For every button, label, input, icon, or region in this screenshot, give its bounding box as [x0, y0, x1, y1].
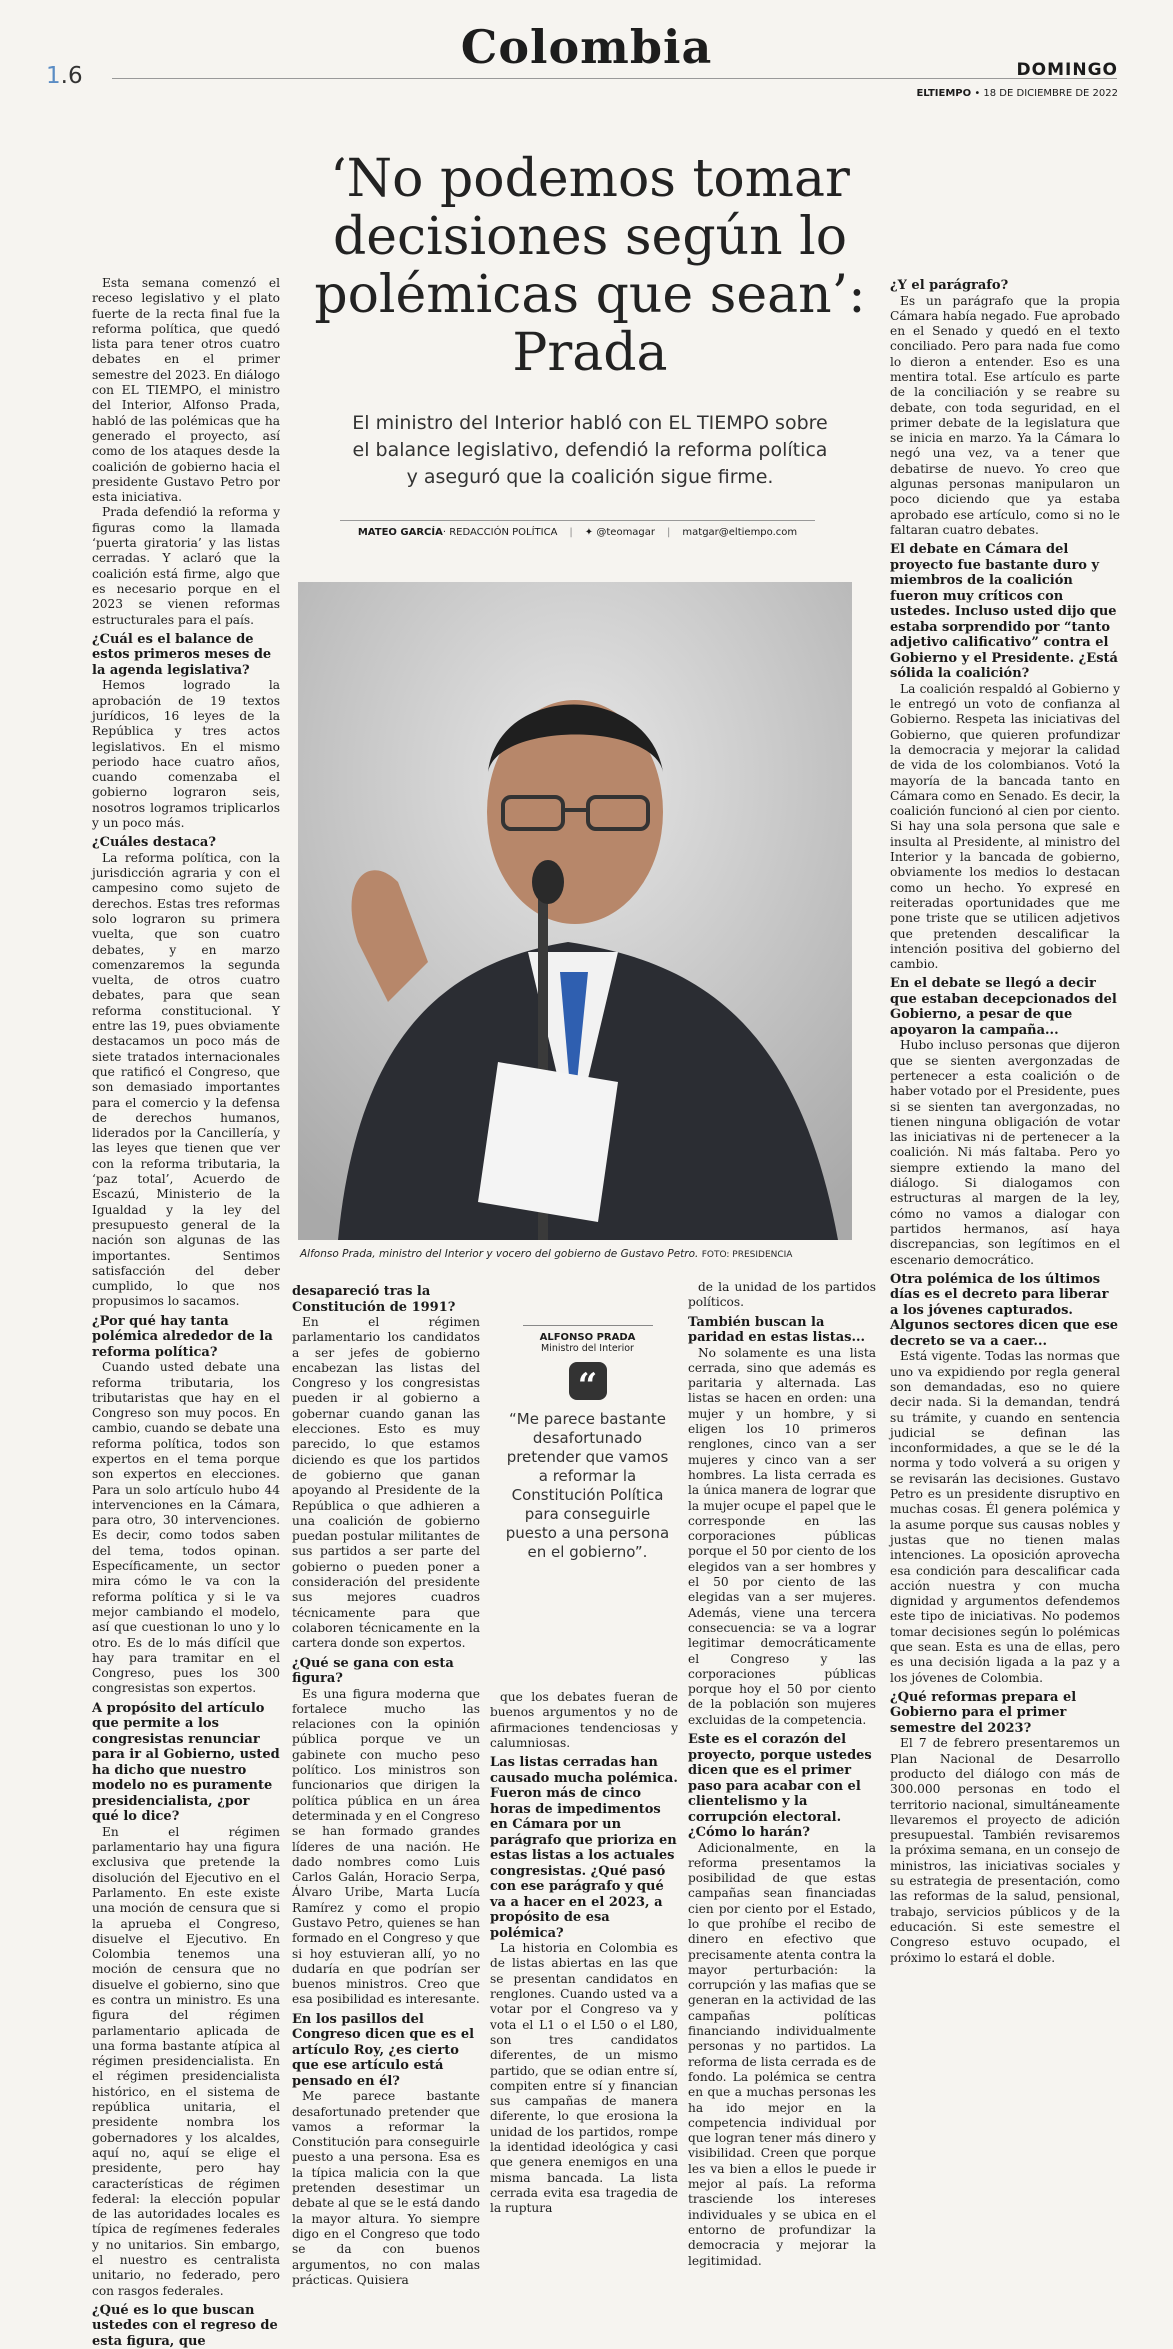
text-column-2: [292, 1280, 480, 2288]
text-column-3: [490, 1690, 678, 2217]
byline-desk: · REDACCIÓN POLÍTICA: [442, 527, 558, 538]
interview-question: También buscan la paridad en estas listas...: [688, 1314, 866, 1346]
pull-quote-role: Ministro del Interior: [541, 1343, 634, 1354]
pull-quote-text: “Me parece bastante desafortunado pretender que vamos a reformar la Constitución Política para conseguirle puesto a una persona en el gobierno”.: [505, 1410, 670, 1561]
interview-question: A propósito del artículo que permite a los congresistas renunciar para ir al Gobierno, usted ha dicho que nuestro modelo no es puramente presidencialista, ¿por qué lo dice?: [92, 1700, 280, 1825]
article-paragraph: Prada defendió la reforma y figuras como la llamada ‘puerta giratoria’ y las listas cerradas. Y aclaró que la coalición está firme, algo que es necesario porque en el 2023 se vienen reformas estructurales para el país.: [92, 505, 280, 627]
interview-question: Las listas cerradas han causado mucha polémica. Fueron más de cinco horas de impedimentos en Cámara por un parágrafo que prioriza en estas listas a los actuales congresistas. ¿Qué pasó con ese parágrafo y qué va a hacer en el 2023, a propósito de esa polémica?: [490, 1755, 678, 1941]
article-paragraph: La reforma política, con la jurisdicción agraria y con el campesino como sujeto de derechos. Estas tres reformas solo lograron su primera vuelta, que son cuatro debates, y en marzo comenzaremos la segunda vuelta, de otros cuatro debates, para que sean reforma constitucional. Y entre las 19, pues obviamente destacamos un poco más de siete tratados internacionales que ratificó el Congreso, que son demasiado importantes para el comercio y la defensa de derechos humanos, liderados por la Cancillería, y las leyes que tienen que ver con la reforma tributaria, la ‘paz total’, Acuerdo de Escazú, Ministerio de la Igualdad y la ley del presupuesto general de la nación son algunas de las importantes. Sentimos satisfacción del deber cumplido, lo que nos propusimos lo sacamos.: [92, 850, 280, 1309]
interview-question: En el debate se llegó a decir que estaban decepcionados del Gobierno, a pesar de que apoyaron la campaña...: [890, 976, 1117, 1038]
interview-question: Otra polémica de los últimos días es el decreto para liberar a los jóvenes capturados. Algunos sectores dicen que ese decreto se va a caer...: [890, 1271, 1119, 1349]
interview-question: Este es el corazón del proyecto, porque ustedes dicen que es el primer paso para acabar con el clientelismo y la corrupción electoral. ¿Cómo lo harán?: [688, 1732, 872, 1841]
text-column-5: [890, 274, 1120, 1966]
article-paragraph: Adicionalmente, en la reforma presentamos la posibilidad de que estas campañas sean financiadas cien por ciento por el Estado, lo que prohíbe el recibo de dinero en efectivo que precisamente atenta contra la mayor perturbación: la corrupción y las mafias que se generan en la actividad de las campañas políticas financiando individualmente personas y no partidos. La reforma de lista cerrada es de fondo. La polémica se centra en que a muchas personas les ha ido mejor en la competencia individual por que logran tener más dinero y visibilidad. Creen que porque les va bien a ellos le puede ir mejor al país. La reforma trasciende los intereses individuales y se ubica en el entorno de profundizar la democracia y mejorar la legitimidad.: [688, 1840, 876, 2268]
twitter-handle: ✦ @teomagar: [584, 527, 656, 538]
article-paragraph: En el régimen parlamentario hay una figura exclusiva que pretende la disolución del Ejecutivo en el Parlamento. En este existe una moción de censura que si la aprueba el Congreso, disuelve el Ejecutivo. En Colombia tenemos una moción de censura que no disuelve el gobierno, sino que es contra un ministro. Es una figura del régimen parlamentario aplicada de una forma bastante atípica al régimen presidencialista. En el régimen presidencialista histórico, en el sistema de república unitaria, el presidente nombra los gobernadores y los alcaldes, aquí no, aquí se elige el presidente, pero hay características de régimen federal: la elección popular de las autoridades locales es típica de regímenes federales y no unitarios. Sin embargo, el nuestro es centralista unitario, no federado, pero con rasgos federales.: [92, 1824, 280, 2298]
article-paragraph: Es una figura moderna que fortalece mucho las relaciones con la opinión pública porque ve un gabinete con mucho peso político. Los ministros son funcionarios que dirigen la política pública en un área determinada y en el Congreso se han formado grandes líderes de una nación. He dado nombres como Luis Carlos Galán, Horacio Serpa, Álvaro Uribe, Marta Lucía Ramírez y como el propio Gustavo Petro, quienes se han formado en el Congreso y que si hoy estuvieran allí, yo no dudaría en que podrían ser buenos ministros. Creo que esa posibilidad es interesante.: [292, 1686, 480, 2007]
pull-quote-rule: [523, 1325, 653, 1326]
day-label: DOMINGO: [1016, 60, 1118, 80]
article-paragraph: Me parece bastante desafortunado pretender que vamos a reformar la Constitución para conseguirle puesto a una persona. Esa es la típica malicia con la que pretenden desestimar un debate al que se le está dando la mayor altura. Yo siempre digo en el Congreso que todo se da con buenos argumentos, no con malas prácticas. Quisiera: [292, 2089, 480, 2287]
issue-date: • 18 DE DICIEMBRE DE 2022: [974, 88, 1118, 99]
interview-question: ¿Qué es lo que buscan ustedes con el regreso de esta figura, que: [92, 2302, 278, 2349]
interview-question: ¿Y el parágrafo?: [890, 278, 1009, 293]
article-paragraph: El 7 de febrero presentaremos un Plan Nacional de Desarrollo producto del diálogo con más de 300.000 personas en todo el territorio nacional, simultáneamente llevaremos el proyecto de adición presupuestal. También revisaremos la próxima semana, en un consejo de ministros, las iniciativas sociales y su estrategia de presentación, como las reformas de la salud, pensional, trabajo, servicios públicos y de la educación. Si este semestre el Congreso estuvo ocupado, el próximo lo estará el doble.: [890, 1736, 1120, 1965]
photo-credit: FOTO: PRESIDENCIA: [701, 1250, 793, 1260]
article-photo: [298, 582, 852, 1240]
interview-question: En los pasillos del Congreso dicen que es el artículo Roy, ¿es cierto que ese artículo está pensado en él?: [292, 2011, 475, 2089]
article-paragraph: En el régimen parlamentario los candidatos a ser jefes de gobierno encabezan las listas del Congreso y los congresistas pueden ir al gobierno a gobernar cuando ganan las elecciones. Esto es muy parecido, lo que estamos diciendo es que los partidos de gobierno que ganan apoyando al Presidente de la República o que adhieren a una coalición de gobierno puedan postular militantes de sus partidos a ser parte del gobierno o pueden poner a consideración del presidente sus mejores cuadros técnicamente para que colaboren técnicamente en la cartera donde son expertos.: [292, 1315, 480, 1651]
article-paragraph: que los debates fueran de buenos argumentos y no de afirmaciones tendenciosas y calumniosas.: [490, 1690, 678, 1750]
article-paragraph: de la unidad de los partidos políticos.: [688, 1280, 876, 1310]
twitter-icon: ✦: [584, 527, 594, 538]
interview-question: ¿Cuál es el balance de estos primeros meses de la agenda legislativa?: [92, 631, 272, 678]
article-headline: ‘No podemos tomar decisiones según lo polémicas que sean’: Prada: [314, 149, 866, 383]
article-paragraph: La historia en Colombia es de listas abiertas en las que se presentan candidatos en renglones. Cuando usted va a votar por el Congreso va y vota el L1 o el L50 o el L80, son tres candidatos diferentes, de un mismo partido, que se odian entre sí, compiten entre sí y financian sus campañas de manera diferente, lo que erosiona la unidad de los partidos, rompe la identidad ideológica y casi que genera enemigos en una misma bancada. La lista cerrada evita esa tragedia de la ruptura: [490, 1941, 678, 2216]
article-paragraph: Hemos logrado la aprobación de 19 textos jurídicos, 16 leyes de la República y tres actos legislativos. En el mismo periodo hace cuatro años, cuando comenzaba el gobierno lograron seis, nosotros logramos triplicarlos y un poco más.: [92, 678, 280, 830]
interview-question: ¿Qué reformas prepara el Gobierno para el primer semestre del 2023?: [890, 1689, 1077, 1736]
author-email: matgar@eltiempo.com: [682, 527, 798, 538]
interview-question: ¿Qué se gana con esta figura?: [292, 1655, 454, 1687]
article-paragraph: No solamente es una lista cerrada, sino que además es paritaria y alternada. Las listas se hacen en orden: una mujer y un hombre, y si eligen los 10 primeros renglones, cinco van a ser mujeres y cinco van a ser hombres. La lista cerrada es la única manera de lograr que la mujer ocupe el papel que le corresponde en las corporaciones públicas porque el 50 por ciento de los elegidos van a ser hombres y el 50 por ciento de las elegidas van a ser mujeres. Además, viene una tercera consecuencia: se va a lograr legitimar democráticamente el Congreso y las corporaciones públicas porque hoy el 50 por ciento de la población son mujeres excluidas de la competencia.: [688, 1345, 876, 1727]
section-title: Colombia: [460, 20, 713, 74]
article-paragraph: Hubo incluso personas que dijeron que se sienten avergonzadas de pertenecer a esta coalición o de haber votado por el Presidente, pues si se sienten tan avergonzadas, no tienen ninguna obligación de votar las iniciativas ni de pertenecer a la coalición. Ni más faltaba. Pero yo siempre extiendo la mano del diálogo. Si dialogamos con estructuras al margen de la ley, cómo no vamos a dialogar con partidos hermanos, así haya discrepancias, son legítimos en el escenario democrático.: [890, 1038, 1120, 1267]
photo-caption: Alfonso Prada, ministro del Interior y vocero del gobierno de Gustavo Petro. FOTO: PRESIDENCIA: [300, 1248, 793, 1260]
interview-question: desapareció tras la Constitución de 1991?: [292, 1284, 456, 1315]
quote-icon: “: [569, 1362, 607, 1400]
interview-question: ¿Por qué hay tanta polémica alrededor de la reforma política?: [92, 1313, 273, 1360]
article-paragraph: Esta semana comenzó el receso legislativo y el plato fuerte de la recta final fue la reforma política, que quedó lista para tener otros cuatro debates en el primer semestre del 2023. En diálogo con EL TIEMPO, el ministro del Interior, Alfonso Prada, habló de las polémicas que ha generado el proyecto, así como de los ataques desde la coalición de gobierno hacia el presidente Gustavo Petro por esta iniciativa.: [92, 276, 280, 505]
dateline: [916, 88, 1118, 99]
text-column-4: [688, 1280, 876, 2269]
interview-question: El debate en Cámara del proyecto fue bastante duro y miembros de la coalición fueron muy críticos con ustedes. Incluso usted dijo que estaba sorprendido por “tanto adjetivo calificativo” contra el Gobierno y el Presidente. ¿Está sólida la coalición?: [890, 542, 1118, 682]
byline: MATEO GARCÍA· REDACCIÓN POLÍTICA | ✦ @teomagar | matgar@eltiempo.com: [340, 520, 815, 538]
article-paragraph: Es un parágrafo que la propia Cámara había negado. Fue aprobado en el Senado y quedó en el texto conciliado. Pero para nada fue como lo dieron a entender. Eso es una mentira total. Ese artículo es parte de la conciliación y se reabre su debate, con toda seguridad, en el primer debate de la legislatura que se inicia en marzo. Ya la Cámara lo negó una vez, va a tener que debatirse de nuevo. Yo creo que algunas personas manipularon un poco diciendo que ya estaba aprobado ese artículo, como si no le faltaran cuatro debates.: [890, 293, 1120, 537]
article-paragraph: Cuando usted debate una reforma tributaria, los tributaristas que hay en el Congreso son muy pocos. En cambio, cuando se debate una reforma política, todos son expertos en el tema porque son expertos en elecciones. Para un solo artículo hubo 44 intervenciones en la Cámara, para otro, 30 intervenciones. Es decir, como todos saben del tema, todos opinan. Específicamente, un sector mira cómo le va con la reforma política y si le va mejor cambiando el modelo, así que cuestionan lo uno y lo otro. Es de lo más difícil que hay para tramitar en el Congreso, pues los 300 congresistas son expertos.: [92, 1360, 280, 1696]
article-paragraph: La coalición respaldó al Gobierno y le entregó un voto de confianza al Gobierno. Respeta las iniciativas del Gobierno, que quieren profundizar la democracia y mejorar la calidad de vida de los colombianos. Votó la mayoría de la bancada tanto en Cámara como en Senado. Es decir, la coalición funcionó al cien por ciento. Si hay una sola persona que sale e insulta al Presidente, al ministro del Interior y la bancada de gobierno, obviamente los medios lo destacan como un hecho. Yo expresé en reiteradas oportunidades que me pone triste que se utilicen adjetivos que pretenden descalificar la intención positiva del gobierno del cambio.: [890, 681, 1120, 972]
article-subhead: El ministro del Interior habló con EL TIEMPO sobre el balance legislativo, defendió la reforma política y aseguró que la coalición sigue firme.: [352, 412, 828, 488]
minister-photo-illustration: [298, 582, 852, 1240]
page-number: 1.6: [46, 63, 83, 89]
pull-quote-name: ALFONSO PRADA: [539, 1332, 636, 1343]
text-column-1: [92, 276, 280, 2349]
byline-author: MATEO GARCÍA: [357, 527, 443, 538]
interview-question: ¿Cuáles destaca?: [92, 835, 216, 851]
masthead-rule: [112, 78, 1117, 79]
paper-name: ELTIEMPO: [916, 88, 972, 99]
article-paragraph: Está vigente. Todas las normas que uno va expidiendo por regla general son demandadas, eso no quiere decir nada. Si la demandan, tendrá su trámite, y cuando en sentencia judicial se definan las inconformidades, a que se le dé la norma y todo volverá a su origen y se revisarán las decisiones. Gustavo Petro es un presidente disruptivo en muchas cosas. Él genera polémica y la asume porque sus causas nobles y justas que no tienen malas intenciones. La oposición aprovecha esa condición para descalificar cada acción nuestra y con mucha dignidad y argumentos defendemos este tipo de iniciativas. No podemos tomar decisiones según lo polémicas que sean. Esta es una de ellas, pero es una decisión ligada a la paz y a los jóvenes de Colombia.: [890, 1349, 1120, 1685]
pull-quote-box: [505, 1325, 670, 1562]
